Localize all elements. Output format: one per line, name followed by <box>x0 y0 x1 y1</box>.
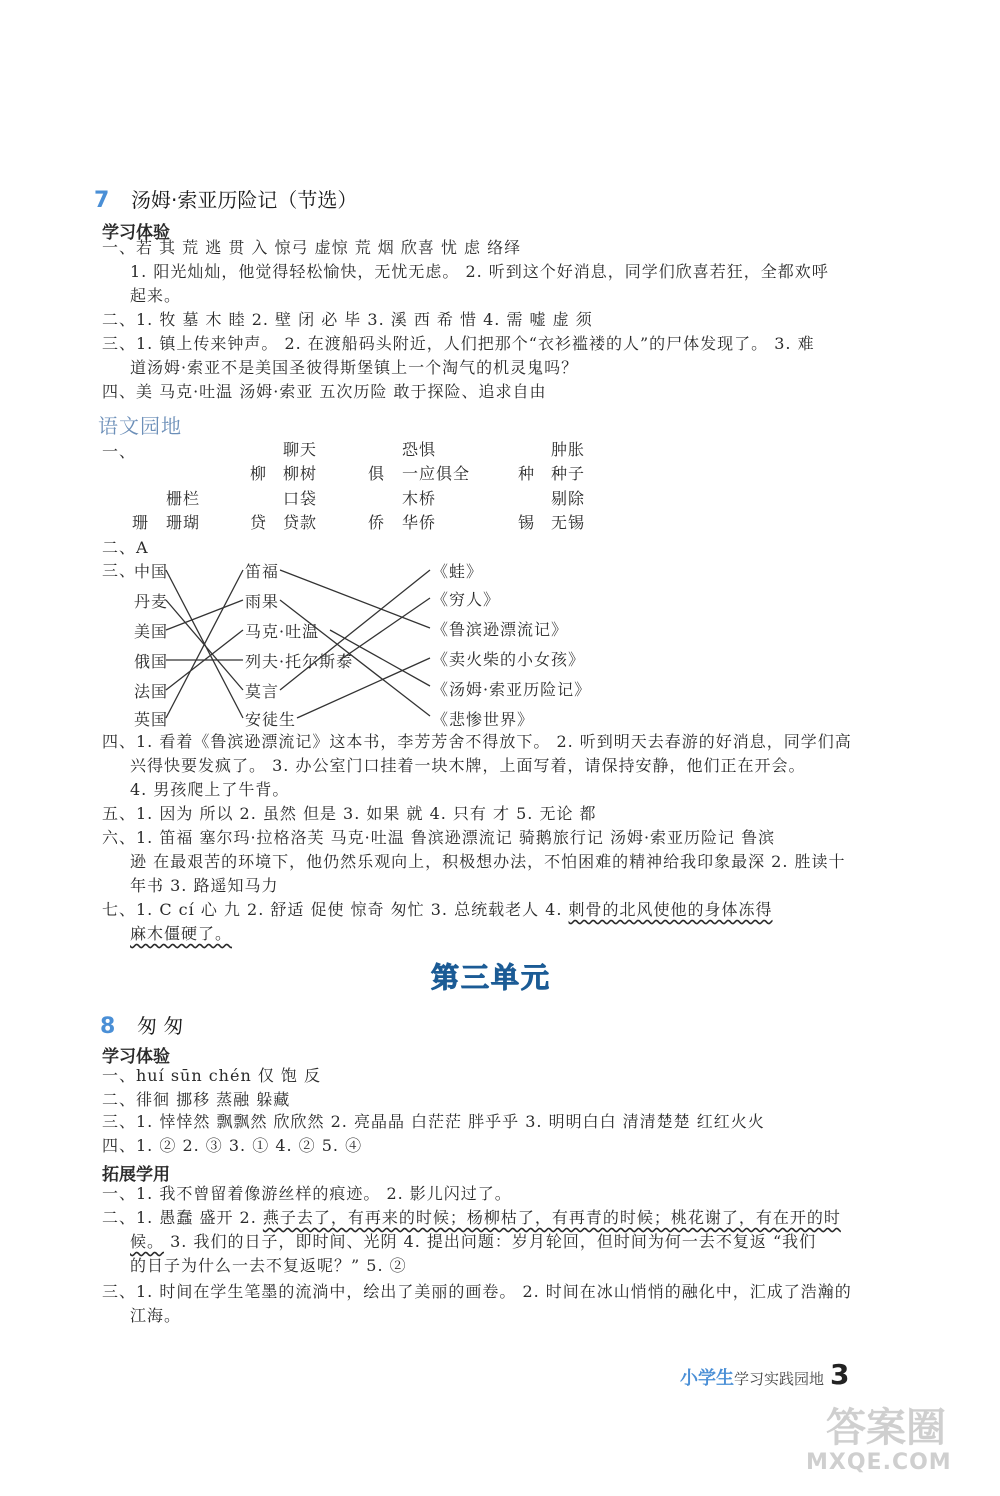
answer-line: 五、1. 因为 所以 2. 虽然 但是 3. 如果 就 4. 只有 才 5. 无论 都 <box>102 804 597 823</box>
section-heading: 学习体验 <box>102 1047 170 1067</box>
grid-word: 肿胀 <box>551 440 586 459</box>
lesson-title: 汤姆·索亚历险记（节选） <box>130 188 358 212</box>
answer-line <box>130 922 232 946</box>
country-label: 英国 <box>134 710 169 729</box>
answer-line: 四、美 马克·吐温 汤姆·索亚 五次历险 敢于探险、追求自由 <box>102 382 547 401</box>
country-label: 俄国 <box>134 652 169 671</box>
country-label: 中国 <box>134 562 169 581</box>
book-label: 《蛙》 <box>432 562 484 581</box>
author-label: 列夫·托尔斯泰 <box>245 652 354 671</box>
answer-line: 一、1. 我不曾留着像游丝样的痕迹。 2. 影儿闪过了。 <box>102 1184 512 1203</box>
grid-word: 柳树 <box>283 464 318 483</box>
answer-text: 七、1. C cí 心 九 2. 舒适 促使 惊奇 匆忙 3. 总统载老人 4. <box>102 900 569 919</box>
yuwen-yuandi-heading: 语文园地 <box>98 414 182 438</box>
grid-word: 口袋 <box>283 489 318 508</box>
grid-word: 一应俱全 <box>402 464 471 483</box>
match-line <box>166 600 243 630</box>
question-label: 三、 <box>102 561 137 580</box>
book-label: 《鲁滨逊漂流记》 <box>432 620 569 639</box>
grid-char: 柳 <box>250 464 268 483</box>
lesson-number: 7 <box>94 188 110 213</box>
match-line <box>280 600 430 716</box>
lesson-title: 匆 匆 <box>136 1014 184 1038</box>
answer-line: 三、1. 镇上传来钟声。 2. 在渡船码头附近，人们把那个“衣衫褴褛的人”的尸体发现了。 3. 难 <box>102 334 815 353</box>
country-label: 丹麦 <box>134 592 169 611</box>
answer-line: 1. 阳光灿灿，他觉得轻松愉快，无忧无虑。 2. 听到这个好消息，同学们欣喜若狂，全都欢呼 <box>130 262 829 281</box>
section-heading: 学习体验 <box>102 223 170 243</box>
answer-text: 二、1. 愚蠢 盛开 2. <box>102 1208 263 1227</box>
underlined-answer: 麻木僵硬了。 <box>130 924 233 943</box>
answer-text: 3. 我们的日子，即时间、光阴 4. 提出问题：岁月轮回，但时间为何一去不复返 “我们 <box>164 1232 817 1251</box>
answer-line: 二、1. 牧 墓 木 睦 2. 壁 闭 必 毕 3. 溪 西 希 惜 4. 需 嘘 虚 须 <box>102 310 593 329</box>
answer-line <box>102 1206 841 1230</box>
answer-line: 逊 在最艰苦的环境下，他仍然乐观向上，积极想办法，不怕困难的精神给我印象最深 2. 胜读十 <box>130 852 846 871</box>
page-footer <box>680 1358 850 1391</box>
grid-char: 锡 <box>518 513 536 532</box>
grid-word: 贷款 <box>283 513 318 532</box>
grid-word: 华侨 <box>402 513 437 532</box>
watermark-logo: 答案圈 <box>826 1405 946 1451</box>
underlined-answer: 燕子去了，有再来的时候；杨柳枯了，有再青的时候；桃花谢了，有在开的时 <box>262 1208 841 1227</box>
grid-word: 木桥 <box>402 489 437 508</box>
match-line <box>340 598 430 660</box>
match-line <box>280 570 430 690</box>
grid-char: 侨 <box>368 513 386 532</box>
grid-word: 珊瑚 <box>166 513 201 532</box>
answer-line <box>102 898 773 922</box>
watermark-url: MXQE.COM <box>806 1450 952 1475</box>
answer-line: 一、huí sūn chén 仅 饱 反 <box>102 1066 322 1085</box>
grid-word: 聊天 <box>283 440 318 459</box>
page-number: 3 <box>830 1358 850 1391</box>
grid-word: 栅栏 <box>166 489 201 508</box>
answer-line: 六、1. 笛福 塞尔玛·拉格洛芙 马克·吐温 鲁滨逊漂流记 骑鹅旅行记 汤姆·索亚历险记 鲁滨 <box>102 828 776 847</box>
book-label: 《穷人》 <box>432 590 501 609</box>
answer-line: 道汤姆·索亚不是美国圣彼得斯堡镇上一个淘气的机灵鬼吗？ <box>130 358 579 377</box>
answer-line <box>130 1230 816 1254</box>
grid-char: 贷 <box>250 513 268 532</box>
grid-word: 恐惧 <box>402 440 437 459</box>
answer-line: 二、徘徊 挪移 蒸融 躲藏 <box>102 1090 291 1109</box>
answer-line: 二、A <box>102 538 149 557</box>
question-label: 一、 <box>102 442 137 461</box>
book-label: 《悲惨世界》 <box>432 710 535 729</box>
match-line <box>280 570 430 628</box>
lesson-number: 8 <box>100 1014 116 1039</box>
author-label: 安徒生 <box>245 710 297 729</box>
answer-line: 三、1. 时间在学生笔墨的流淌中，绘出了美丽的画卷。 2. 时间在冰山悄悄的融化中，汇成了浩瀚的 <box>102 1282 852 1301</box>
answer-line: 四、1. ② 2. ③ 3. ① 4. ② 5. ④ <box>102 1136 363 1155</box>
author-label: 莫言 <box>245 682 280 701</box>
country-label: 法国 <box>134 682 169 701</box>
answer-line: 年书 3. 路遥知马力 <box>130 876 279 895</box>
author-label: 笛福 <box>245 562 280 581</box>
lesson-8-heading <box>100 1010 183 1039</box>
answer-line: 三、1. 悻悻然 飘飘然 欣欣然 2. 亮晶晶 白茫茫 胖乎乎 3. 明明白白 清清楚楚 红红火火 <box>102 1112 765 1131</box>
grid-word: 无锡 <box>551 513 586 532</box>
answer-line: 四、1. 看着《鲁滨逊漂流记》这本书，李芳芳舍不得放下。 2. 听到明天去春游的好消息，同学们高 <box>102 732 852 751</box>
grid-word: 种子 <box>551 464 586 483</box>
section-heading: 拓展学用 <box>102 1165 170 1185</box>
author-label: 雨果 <box>245 592 280 611</box>
answer-line: 的日子为什么一去不复返呢？” 5. ② <box>130 1256 407 1275</box>
series-name: 学习实践园地 <box>734 1370 825 1388</box>
country-label: 美国 <box>134 622 169 641</box>
grid-word: 剔除 <box>551 489 586 508</box>
answer-line: 起来。 <box>130 286 182 305</box>
grid-char: 俱 <box>368 464 386 483</box>
unit-title: 第三单元 <box>431 961 552 994</box>
book-label: 《汤姆·索亚历险记》 <box>432 680 592 699</box>
author-label: 马克·吐温 <box>245 622 320 641</box>
brand-name: 小学生 <box>680 1368 734 1389</box>
underlined-answer: 候。 <box>130 1232 165 1251</box>
answer-line: 江海。 <box>130 1306 182 1325</box>
grid-char: 种 <box>518 464 536 483</box>
book-label: 《卖火柴的小女孩》 <box>432 650 586 669</box>
match-line <box>297 658 430 718</box>
grid-char: 珊 <box>132 513 150 532</box>
answer-line: 兴得快要发疯了。 3. 办公室门口挂着一块木牌，上面写着，请保持安静，他们正在开会。 <box>130 756 806 775</box>
answer-line: 4. 男孩爬上了牛背。 <box>130 780 290 799</box>
underlined-answer: 刺骨的北风使他的身体冻得 <box>568 900 773 919</box>
answer-line: 一、若 其 荒 逃 贯 入 惊弓 虚惊 荒 烟 欣喜 忧 虑 络绎 <box>102 238 522 257</box>
